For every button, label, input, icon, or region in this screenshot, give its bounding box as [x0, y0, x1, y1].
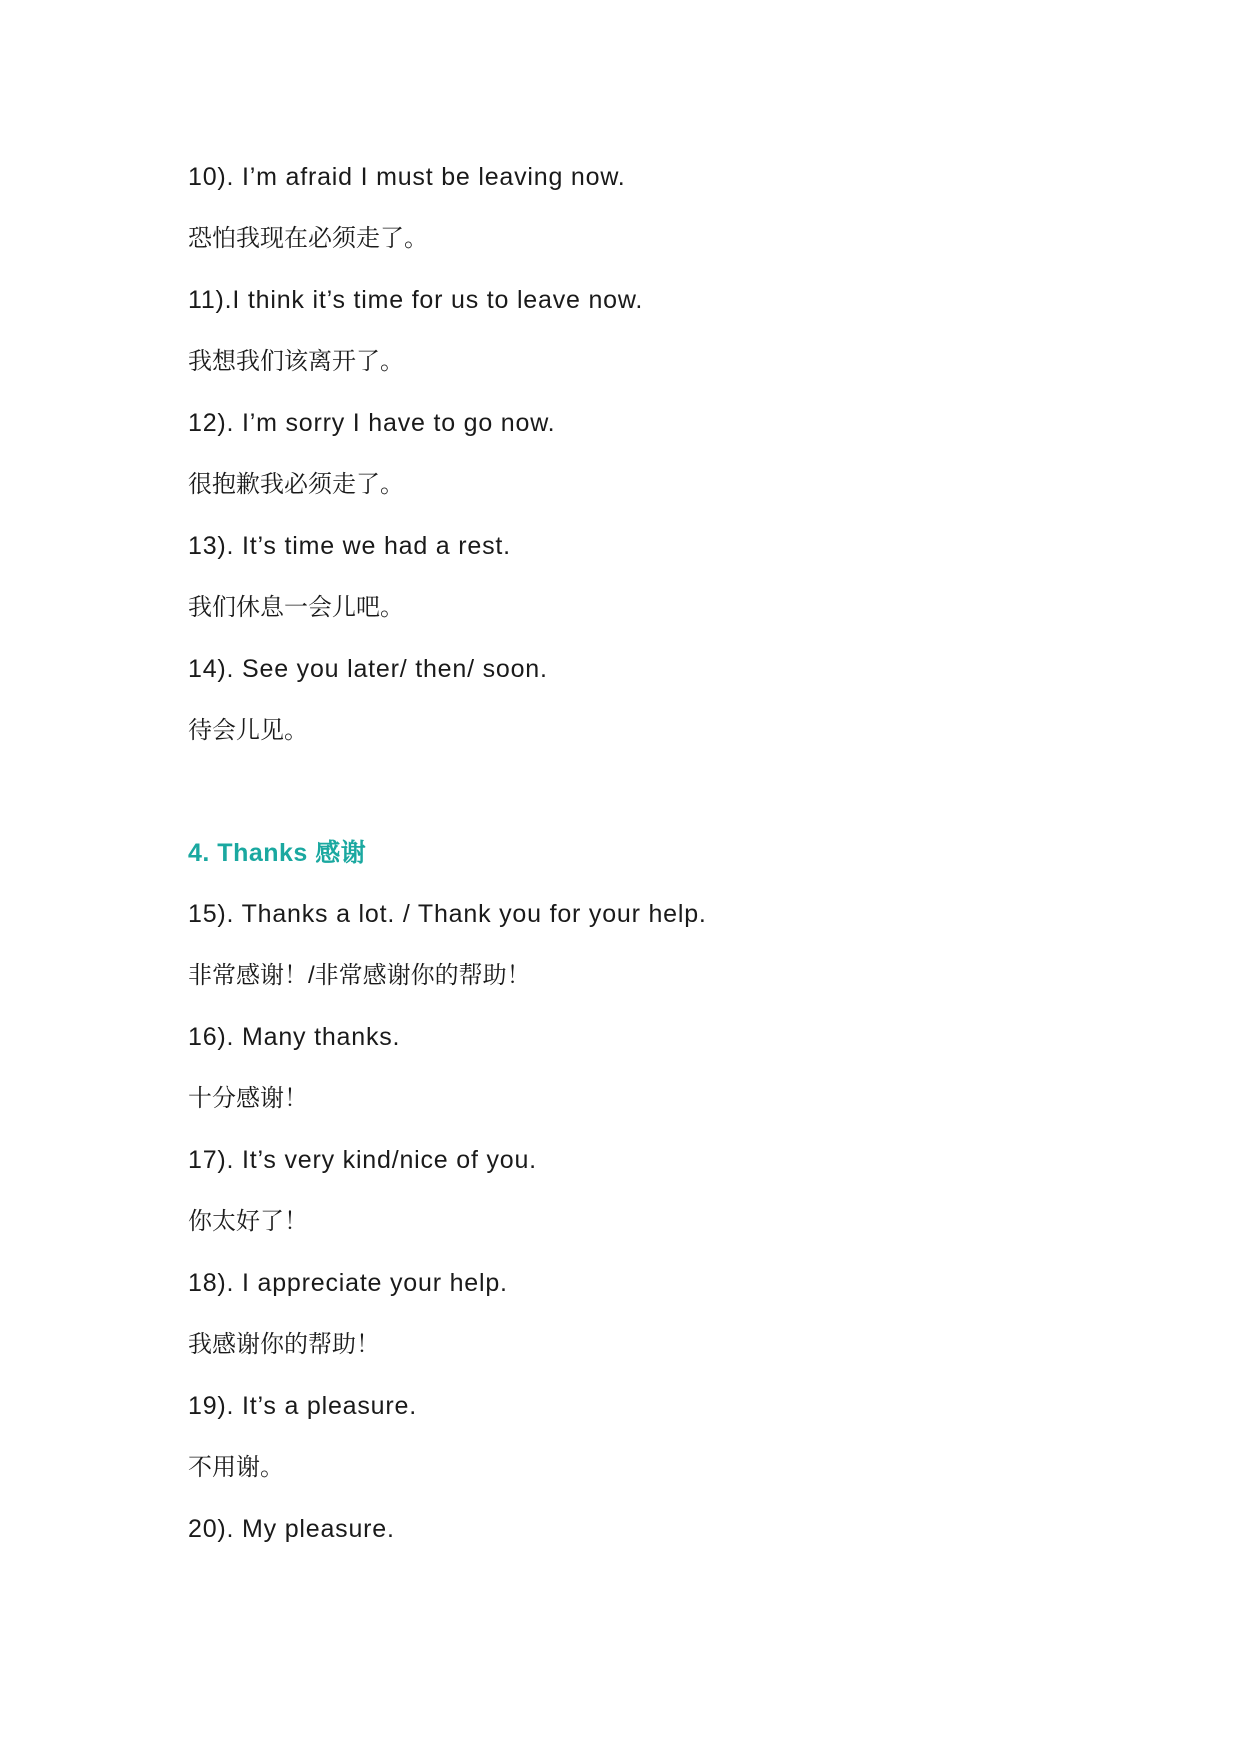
section-heading-thanks: 4. Thanks 感谢: [188, 839, 367, 867]
phrase-zh-16: 十分感谢！: [188, 1085, 308, 1112]
phrase-zh-13: 我们休息一会儿吧。: [188, 594, 404, 621]
phrase-zh-15: 非常感谢！/非常感谢你的帮助！: [188, 962, 531, 989]
phrase-zh-10: 恐怕我现在必须走了。: [188, 225, 428, 252]
phrase-zh-12: 很抱歉我必须走了。: [188, 471, 404, 498]
phrase-en-20: 20). My pleasure.: [188, 1515, 395, 1543]
phrase-en-10: 10). I’m afraid I must be leaving now.: [188, 163, 626, 191]
phrase-zh-19: 不用谢。: [188, 1454, 284, 1481]
phrase-en-12: 12). I’m sorry I have to go now.: [188, 409, 556, 437]
phrase-en-13: 13). It’s time we had a rest.: [188, 532, 511, 560]
phrase-en-19: 19). It’s a pleasure.: [188, 1392, 417, 1420]
phrase-zh-17: 你太好了！: [188, 1208, 308, 1235]
phrase-en-16: 16). Many thanks.: [188, 1023, 401, 1051]
phrase-en-18: 18). I appreciate your help.: [188, 1269, 508, 1297]
phrase-zh-11: 我想我们该离开了。: [188, 348, 404, 375]
phrase-zh-18: 我感谢你的帮助！: [188, 1331, 380, 1358]
phrase-en-17: 17). It’s very kind/nice of you.: [188, 1146, 537, 1174]
phrase-zh-14: 待会儿见。: [188, 717, 308, 744]
phrase-en-15: 15). Thanks a lot. / Thank you for your help.: [188, 900, 707, 928]
phrase-en-11: 11).I think it’s time for us to leave now.: [188, 286, 644, 314]
phrase-en-14: 14). See you later/ then/ soon.: [188, 655, 548, 683]
